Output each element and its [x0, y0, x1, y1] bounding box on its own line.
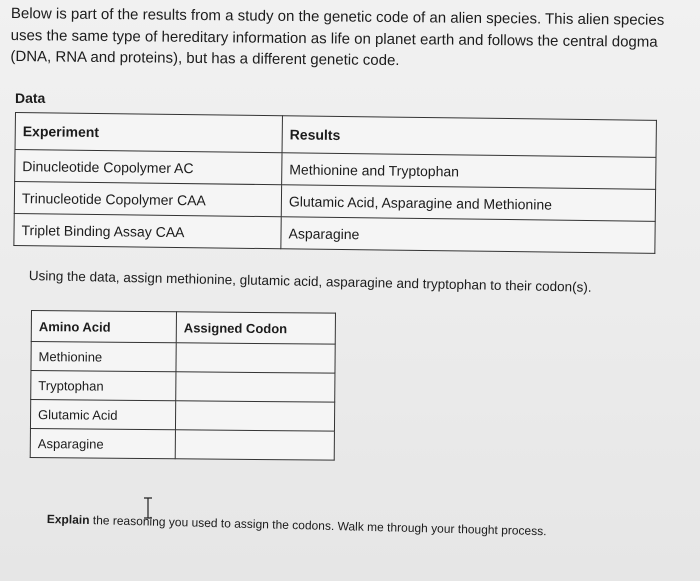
table-row [14, 213, 655, 253]
header-amino-acid: Amino Acid [31, 311, 176, 343]
table-row [31, 371, 335, 403]
codon-answer-cell[interactable] [175, 430, 334, 460]
codon-table [30, 310, 336, 461]
experiment-cell: Trinucleotide Copolymer CAA [14, 182, 281, 217]
header-experiment: Experiment [15, 113, 282, 153]
explain-lead-word: Explain [46, 512, 90, 528]
results-table [13, 112, 657, 254]
experiment-cell: Dinucleotide Copolymer AC [15, 150, 282, 185]
question-text: Using the data, assign methionine, glutamic acid, asparagine and tryptophan to their codon(s). [28, 268, 592, 295]
codon-answer-cell[interactable] [176, 343, 335, 373]
experiment-cell: Triplet Binding Assay CAA [14, 213, 281, 248]
data-heading: Data [15, 90, 46, 106]
result-cell: Glutamic Acid, Asparagine and Methionine [281, 185, 655, 222]
table-row [30, 428, 334, 460]
table-row [31, 342, 335, 374]
text-cursor-icon [143, 497, 153, 519]
intro-paragraph: Below is part of the results from a study on the genetic code of an alien species. This alien species uses the same type of hereditary information as life on planet earth and follows the central dogma (DNA, RNA and proteins), but has a different genetic code. [10, 4, 665, 70]
amino-acid-cell: Tryptophan [31, 371, 176, 401]
explain-prompt [47, 512, 667, 541]
amino-acid-cell: Asparagine [30, 428, 175, 458]
result-cell: Methionine and Tryptophan [282, 153, 656, 190]
header-results: Results [282, 116, 656, 158]
result-cell: Asparagine [281, 217, 655, 254]
codon-table-header [31, 311, 335, 345]
amino-acid-cell: Methionine [31, 342, 176, 372]
amino-acid-cell: Glutamic Acid [30, 400, 175, 430]
codon-answer-cell[interactable] [176, 372, 335, 402]
explain-rest: the reasoning you used to assign the codons. Walk me through your thought process. [89, 513, 547, 539]
header-assigned-codon: Assigned Codon [176, 312, 335, 344]
table-row [30, 400, 334, 432]
codon-answer-cell[interactable] [175, 401, 334, 431]
